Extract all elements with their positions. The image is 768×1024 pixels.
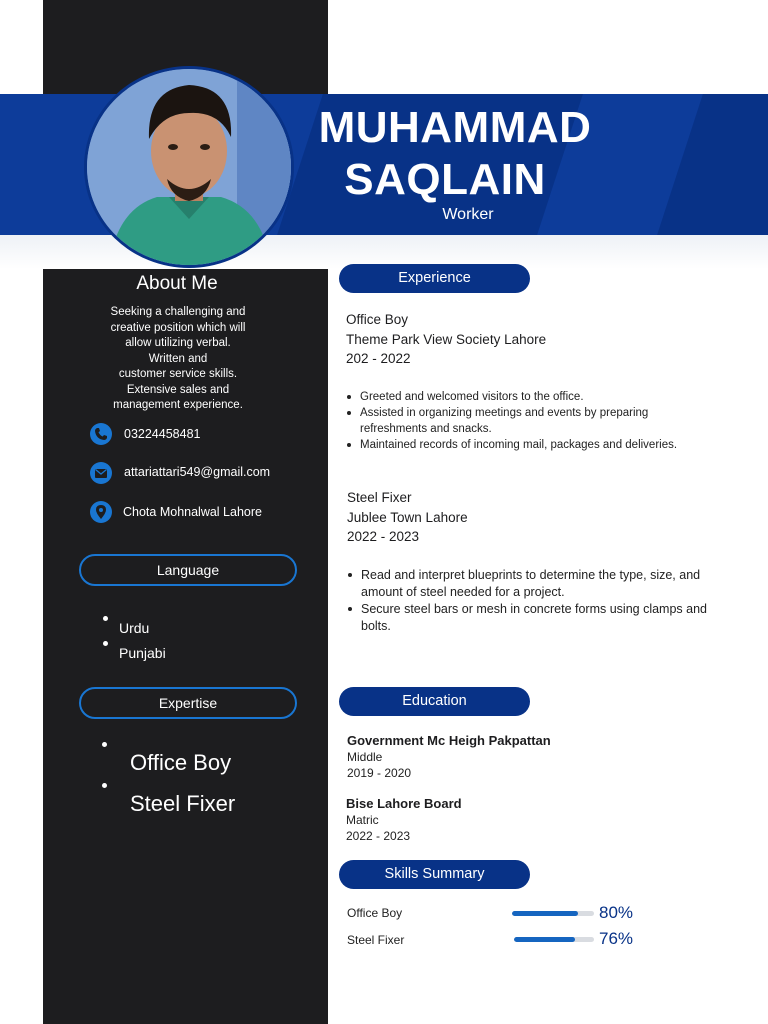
education-level: Matric	[346, 813, 379, 827]
duty-item: Secure steel bars or mesh in concrete forms using clamps and bolts.	[347, 601, 707, 635]
skill-percent: 76%	[599, 929, 634, 948]
about-title: About Me	[136, 273, 218, 294]
location-pin-icon	[90, 501, 112, 523]
education-level: Middle	[347, 750, 383, 764]
language-item: Urdu	[103, 616, 166, 641]
expertise-item: Steel Fixer	[102, 783, 235, 824]
school-name: Bise Lahore Board	[346, 796, 462, 811]
skill-bar-fill	[512, 911, 578, 916]
about-line: management experience.	[113, 399, 243, 411]
about-line: allow utilizing verbal.	[125, 337, 231, 349]
phone-number: 03224458481	[124, 427, 201, 441]
job-2-duties	[347, 567, 707, 635]
job-1-duties	[346, 389, 706, 453]
expertise-heading: Expertise	[79, 687, 297, 719]
mail-icon	[90, 462, 112, 484]
phone-icon	[90, 423, 112, 445]
about-line: Seeking a challenging and	[110, 306, 246, 318]
education-dates: 2022 - 2023	[346, 829, 411, 843]
address: Chota Mohnalwal Lahore	[123, 505, 262, 519]
job-title: Steel Fixer	[347, 490, 412, 505]
language-item: Punjabi	[103, 641, 166, 666]
school-name: Government Mc Heigh Pakpattan	[347, 733, 551, 748]
about-line: customer service skills.	[118, 368, 238, 380]
about-text	[90, 305, 266, 414]
job-1-header	[346, 310, 546, 369]
skill-bar	[514, 937, 594, 942]
skill-percent: 80%	[599, 903, 634, 922]
expertise-item: Office Boy	[102, 742, 235, 783]
education-heading: Education	[339, 687, 530, 716]
duty-item: Greeted and welcomed visitors to the office.	[346, 389, 706, 405]
education-dates: 2019 - 2020	[347, 766, 412, 780]
duty-item: Read and interpret blueprints to determine the type, size, and amount of steel needed for a project.	[347, 567, 707, 601]
language-list	[103, 616, 166, 666]
skill-bar	[512, 911, 594, 916]
person-avatar-icon	[87, 69, 291, 265]
about-line: creative position which will	[110, 321, 246, 334]
language-heading: Language	[79, 554, 297, 586]
job-place: Jublee Town Lahore	[347, 509, 468, 525]
skill-name: Steel Fixer	[347, 933, 405, 947]
about-line: Extensive sales and	[126, 383, 230, 396]
name-first: MUHAMMAD	[318, 103, 592, 152]
profile-photo	[84, 66, 294, 268]
job-place: Theme Park View Society Lahore	[346, 331, 547, 347]
education-item	[346, 796, 462, 844]
duty-item: Maintained records of incoming mail, packages and deliveries.	[346, 437, 706, 453]
name-last: SAQLAIN	[344, 155, 546, 204]
job-role: Worker	[442, 206, 494, 223]
skill-name: Office Boy	[347, 906, 403, 920]
job-title: Office Boy	[346, 312, 409, 327]
job-dates: 2022 - 2023	[347, 529, 420, 544]
skills-heading: Skills Summary	[339, 860, 530, 889]
education-item	[347, 733, 551, 781]
expertise-list	[102, 742, 235, 824]
email-address: attariattari549@gmail.com	[124, 465, 271, 479]
about-line: Written and	[148, 352, 208, 365]
experience-heading: Experience	[339, 264, 530, 293]
skill-bar-fill	[514, 937, 575, 942]
job-2-header	[347, 488, 468, 547]
duty-item: Assisted in organizing meetings and events by preparing refreshments and snacks.	[346, 405, 706, 437]
job-dates: 202 - 2022	[346, 351, 411, 366]
